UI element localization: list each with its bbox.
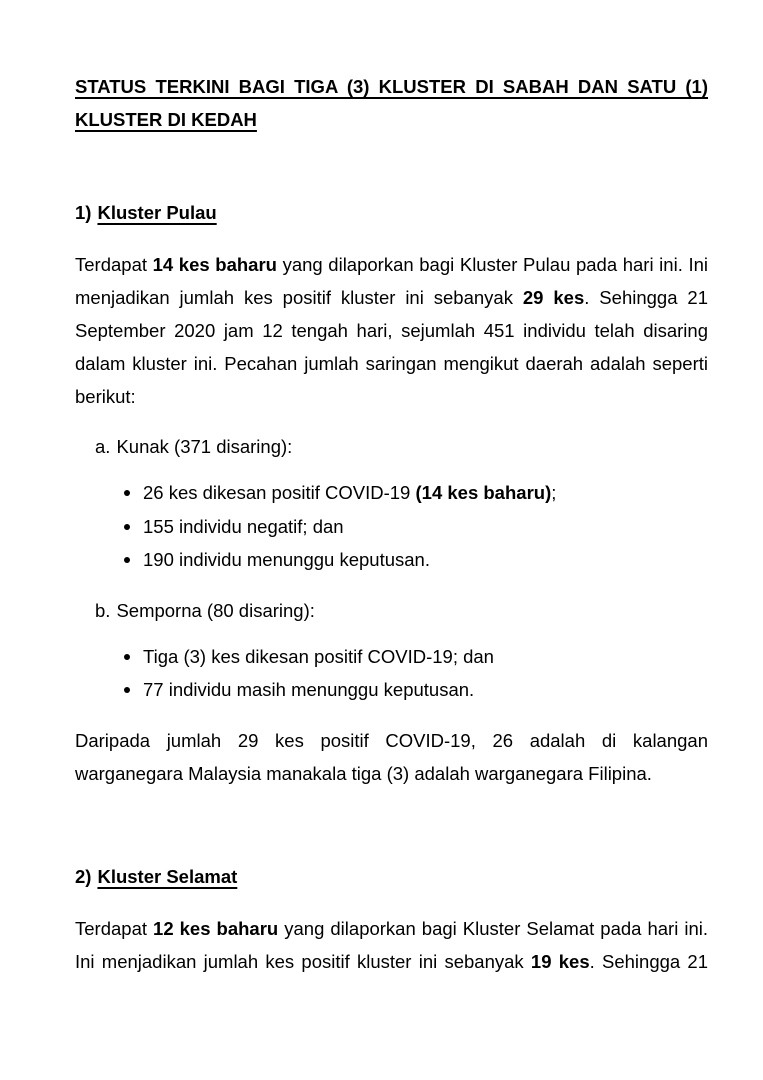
bold-text-run: 12 kes baharu xyxy=(153,917,279,939)
text-run: 77 individu masih menunggu keputusan. xyxy=(143,679,475,700)
list-item xyxy=(75,476,708,510)
section-2-heading xyxy=(75,860,708,893)
bullet-icon xyxy=(124,654,130,660)
text-run: 26 kes dikesan positif COVID-19 xyxy=(143,482,416,503)
bullet-icon xyxy=(124,557,130,563)
text-run: Terdapat xyxy=(75,254,153,275)
section-1-number: 1) xyxy=(75,202,92,223)
list-item xyxy=(75,510,708,544)
district-a-title: Kunak (371 disaring): xyxy=(116,436,293,457)
district-b-bullet-list xyxy=(75,640,708,707)
text-run: 155 individu negatif; dan xyxy=(143,515,344,537)
district-a-block xyxy=(75,430,708,577)
text-run: . Sehingga 21 September 2020 jam 12 tengah hari, sejumlah 451 individu telah disaring dalam kluster ini. Pecahan jumlah saringan mengikut daerah adalah seperti berikut: xyxy=(75,287,708,407)
text-run: . Sehingga 21 xyxy=(589,950,709,972)
district-b-title: Semporna (80 disaring): xyxy=(116,599,315,621)
district-b-heading xyxy=(75,594,708,627)
district-b-label: b. xyxy=(95,599,111,621)
bold-text-run: 14 kes baharu xyxy=(152,254,277,275)
section-1-summary-paragraph xyxy=(75,724,708,790)
bold-text-run: (14 kes baharu) xyxy=(415,482,552,503)
text-run: Terdapat xyxy=(75,917,154,939)
text-run: ; xyxy=(551,482,557,503)
section-2-intro-paragraph xyxy=(75,912,708,978)
text-run: 190 individu menunggu keputusan. xyxy=(143,549,430,570)
bullet-icon xyxy=(124,687,130,693)
district-a-bullet-list xyxy=(75,476,708,577)
section-1-title: Kluster Pulau xyxy=(97,202,217,223)
section-2-title: Kluster Selamat xyxy=(97,865,238,887)
list-item xyxy=(75,640,708,674)
section-1-heading xyxy=(75,196,708,229)
district-a-label: a. xyxy=(95,436,111,457)
list-item xyxy=(75,673,708,707)
section-1-intro-paragraph xyxy=(75,248,708,413)
text-run: yang dilaporkan bagi Kluster Selamat pada hari ini. Ini menjadikan jumlah kes positif kluster ini sebanyak xyxy=(75,917,708,972)
bold-text-run: 19 kes xyxy=(530,950,590,972)
bullet-icon xyxy=(124,490,130,496)
district-a-heading xyxy=(75,430,708,463)
section-2-number: 2) xyxy=(75,865,92,887)
list-item xyxy=(75,543,708,577)
district-b-block xyxy=(75,594,708,707)
text-run: yang dilaporkan bagi Kluster Pulau pada hari ini. Ini menjadikan jumlah kes positif kluster ini sebanyak xyxy=(75,254,708,308)
bold-text-run: 29 kes xyxy=(522,287,585,308)
text-run: Tiga (3) kes dikesan positif COVID-19; dan xyxy=(143,645,494,667)
text-run: Daripada jumlah 29 kes positif COVID-19, 26 adalah di kalangan warganegara Malaysia manakala tiga (3) adalah warganegara Filipina. xyxy=(75,729,708,784)
bullet-icon xyxy=(124,524,130,530)
document-title: STATUS TERKINI BAGI TIGA (3) KLUSTER DI SABAH DAN SATU (1) KLUSTER DI KEDAH xyxy=(75,76,708,130)
